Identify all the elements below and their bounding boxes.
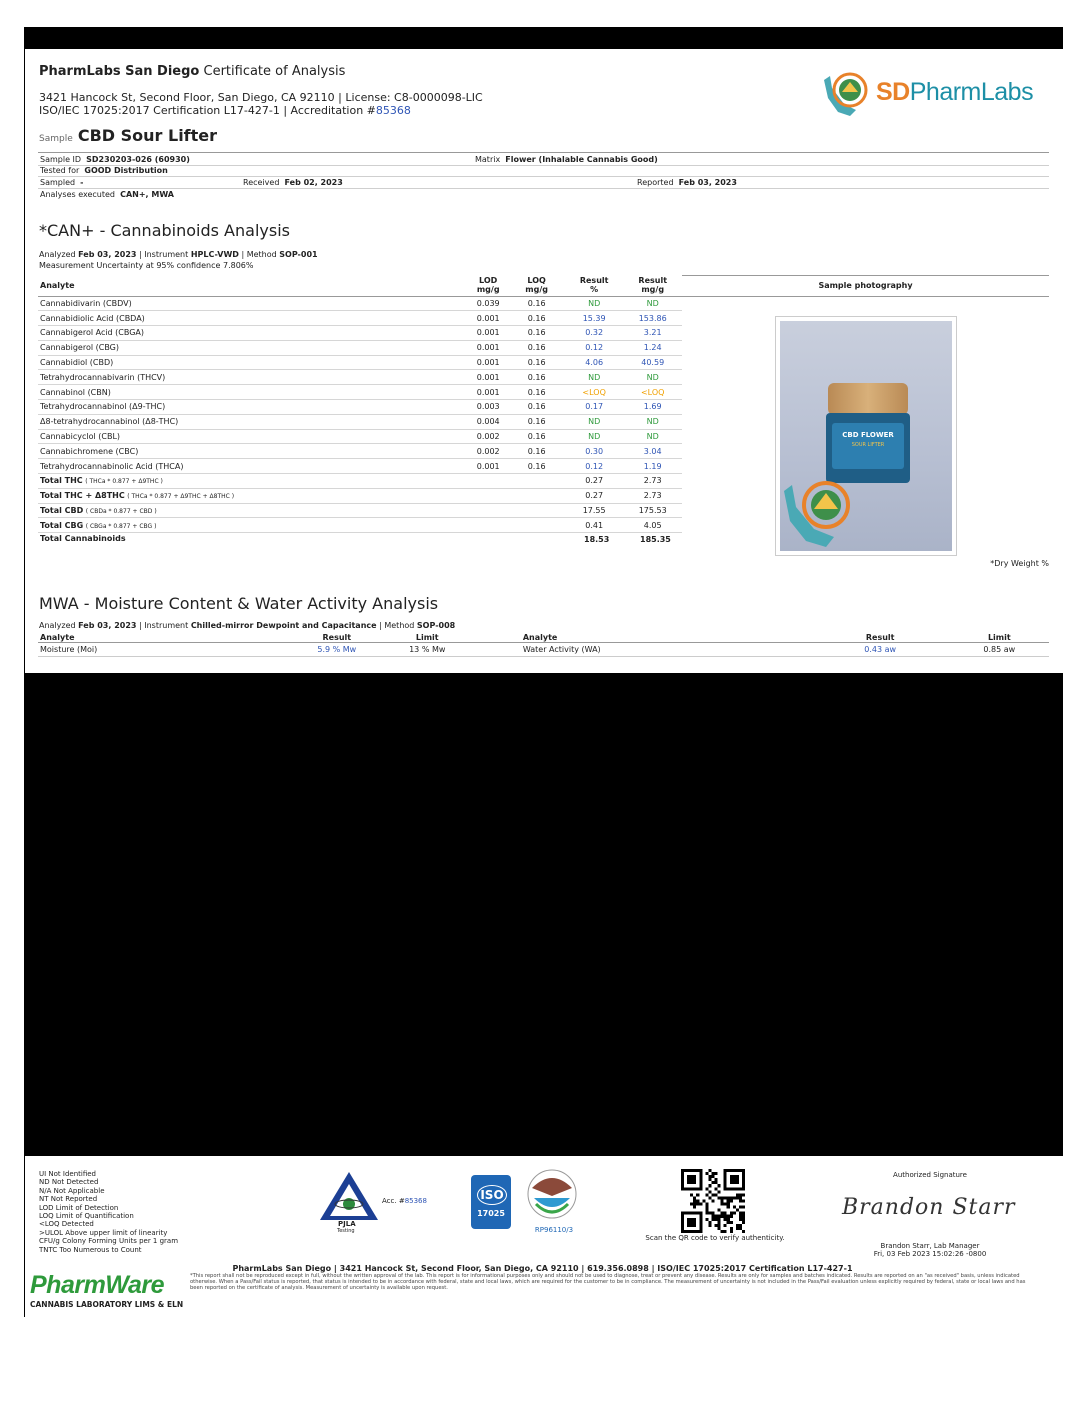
total-label: Total THC ( THCa * 0.877 + Δ9THC ): [38, 474, 468, 489]
result-pct: 15.39: [565, 311, 624, 326]
col-analyte: Analyte: [38, 275, 468, 296]
rp-logo: [526, 1168, 578, 1238]
globe-icon: [526, 1168, 578, 1224]
wa-label: Water Activity (WA): [487, 643, 811, 657]
analyte-name: Cannabidiol (CBD): [38, 355, 468, 370]
left-frame-line: [24, 27, 25, 1317]
col-result-pct: Result %: [565, 275, 624, 296]
total-cannabinoids-mg: 185.35: [640, 535, 671, 544]
table-row: [38, 296, 682, 311]
analyte-name: Cannabichromene (CBC): [38, 444, 468, 459]
total-mg: 2.73: [623, 488, 682, 503]
result-mg: 1.69: [623, 400, 682, 415]
total-label: Total THC + Δ8THC ( THCa * 0.877 + Δ9THC + Δ8THC ): [38, 488, 468, 503]
lod-value: 0.001: [468, 459, 508, 474]
result-mg: ND: [623, 370, 682, 385]
total-row: [38, 518, 682, 533]
mwa-title: MWA - Moisture Content & Water Activity Analysis: [39, 594, 439, 613]
result-pct: 4.06: [565, 355, 624, 370]
pharmware-logo: [30, 1271, 184, 1316]
analyte-name: Tetrahydrocannabivarin (THCV): [38, 370, 468, 385]
analyte-name: Cannabigerol Acid (CBGA): [38, 326, 468, 341]
sample-id: Sample ID SD230203-026 (60930): [40, 155, 190, 164]
california-seal-icon: [820, 68, 878, 118]
table-row: [38, 370, 682, 385]
table-row: [38, 414, 682, 429]
lod-value: 0.002: [468, 444, 508, 459]
pharmware-sub: CANNABIS LABORATORY LIMS & ELN: [30, 1300, 184, 1309]
pjla-logo: [318, 1170, 428, 1236]
result-mg: 153.86: [623, 311, 682, 326]
iso-line: ISO/IEC 17025:2017 Certification L17-427-1 | Accreditation #85368: [39, 104, 411, 117]
result-pct: 0.30: [565, 444, 624, 459]
legend-item: N/A Not Applicable: [39, 1186, 105, 1195]
legend-item: ND Not Detected: [39, 1178, 99, 1187]
loq-value: 0.16: [508, 311, 565, 326]
pharmware-wordmark: PharmWare: [30, 1271, 164, 1299]
sample-matrix: Matrix Flower (Inhalable Cannabis Good): [475, 155, 658, 164]
lod-value: 0.003: [468, 400, 508, 415]
iso-badge-num: 17025: [477, 1209, 505, 1218]
result-mg: 3.21: [623, 326, 682, 341]
mwa-row: [38, 643, 1049, 657]
result-mg: ND: [623, 414, 682, 429]
doc-type: Certificate of Analysis: [203, 64, 346, 79]
logo-sd: SD: [876, 78, 910, 106]
result-mg: 1.19: [623, 459, 682, 474]
cannabinoids-table: [38, 275, 682, 533]
mwa-col-result: Result: [306, 633, 368, 643]
signed-at: Fri, 03 Feb 2023 15:02:26 -0800: [873, 1250, 987, 1258]
iso-17025-badge: [471, 1175, 511, 1229]
total-cannabinoids-pct: 18.53: [584, 535, 610, 544]
result-mg: <LOQ: [623, 385, 682, 400]
lod-value: 0.001: [468, 340, 508, 355]
sample-heading: [39, 126, 217, 145]
cannabinoids-body: [38, 296, 682, 533]
analyte-name: Cannabinol (CBN): [38, 385, 468, 400]
sample-label: Sample: [39, 134, 73, 144]
result-pct: 0.32: [565, 326, 624, 341]
result-pct: 0.17: [565, 400, 624, 415]
header-title: [39, 64, 345, 79]
table-row: [38, 355, 682, 370]
dry-weight-note: *Dry Weight %: [990, 559, 1049, 568]
lod-value: 0.001: [468, 311, 508, 326]
moisture-limit: 13 % Mw: [368, 643, 487, 657]
legend-item: LOQ Limit of Quantification: [39, 1212, 134, 1221]
signature-title: Authorized Signature: [893, 1171, 967, 1179]
qr-caption: Scan the QR code to verify authenticity.: [645, 1234, 785, 1242]
result-mg: 3.04: [623, 444, 682, 459]
tested-for: Tested for GOOD Distribution: [40, 166, 168, 175]
lod-value: 0.001: [468, 326, 508, 341]
lab-name: PharmLabs San Diego: [39, 64, 200, 79]
legend-item: LOD Limit of Detection: [39, 1203, 119, 1212]
lod-value: 0.039: [468, 296, 508, 311]
col-loq: LOQ mg/g: [508, 275, 565, 296]
legend-item: NT Not Reported: [39, 1195, 98, 1204]
loq-value: 0.16: [508, 459, 565, 474]
analyses-executed: Analyses executed CAN+, MWA: [40, 190, 174, 199]
pjla-label: PJLA: [338, 1220, 356, 1228]
mwa-col-limit-2: Limit: [950, 633, 1049, 643]
total-row: [38, 503, 682, 518]
total-pct: 0.41: [565, 518, 624, 533]
table-row: [38, 311, 682, 326]
result-pct: 0.12: [565, 340, 624, 355]
loq-value: 0.16: [508, 340, 565, 355]
result-mg: ND: [623, 296, 682, 311]
table-row: [38, 326, 682, 341]
disclaimer: *This report shall not be reproduced except in full, without the written approval of the lab. This report is for informational purposes only and should not be used to diagnose, treat or prevent any disease. Results are only for samples and batches indicated. Results are reported on an "as received" basis, unless indicated otherwise. When a Pass/Fail status is reported, that status is intended to be in accordance with federal, state and local laws, which are required for the customer to be in compliance. The measurement of uncertainty is not included in the Pass/Fail evaluation unless explicitly required by federal, state or local laws and has been reported on the certificate of analysis. Measurement of uncertainty is available upon request.: [190, 1273, 1026, 1291]
total-mg: 2.73: [623, 474, 682, 489]
analyte-name: Tetrahydrocannabinol (Δ9-THC): [38, 400, 468, 415]
logo-pharmlabs: PharmLabs: [909, 78, 1034, 106]
lod-value: 0.001: [468, 370, 508, 385]
sampled: Sampled -: [40, 178, 84, 187]
result-mg: ND: [623, 429, 682, 444]
jar-lid: [828, 383, 908, 415]
loq-value: 0.16: [508, 385, 565, 400]
result-mg: 40.59: [623, 355, 682, 370]
table-row: [38, 459, 682, 474]
col-lod: LOD mg/g: [468, 275, 508, 296]
analyte-name: Cannabidiolic Acid (CBDA): [38, 311, 468, 326]
accreditation-link[interactable]: 85368: [375, 104, 411, 117]
loq-value: 0.16: [508, 444, 565, 459]
mwa-col-analyte-2: Analyte: [487, 633, 811, 643]
result-pct: ND: [565, 370, 624, 385]
reported: Reported Feb 03, 2023: [637, 178, 737, 187]
loq-value: 0.16: [508, 355, 565, 370]
address-line: 3421 Hancock St, Second Floor, San Diego, CA 92110 | License: C8-0000098-LIC: [39, 91, 483, 104]
moisture-result: 5.9 % Mw: [306, 643, 368, 657]
wa-result: 0.43 aw: [811, 643, 950, 657]
jar-sublabel: SOUR LIFTER: [851, 442, 885, 448]
result-mg: 1.24: [623, 340, 682, 355]
total-label: Total CBD ( CBDa * 0.877 + CBD ): [38, 503, 468, 518]
table-row: [38, 340, 682, 355]
pharmlabs-seal-icon: [780, 471, 860, 551]
loq-value: 0.16: [508, 414, 565, 429]
total-cannabinoids-label: Total Cannabinoids: [40, 534, 126, 543]
table-header-row: [38, 275, 682, 296]
sample-name: CBD Sour Lifter: [77, 126, 218, 145]
total-mg: 4.05: [623, 518, 682, 533]
photo-label: Sample photography: [818, 281, 913, 290]
iso-badge-top: ISO: [477, 1185, 507, 1205]
lod-value: 0.002: [468, 429, 508, 444]
col-result-mg: Result mg/g: [623, 275, 682, 296]
mwa-table: [38, 633, 1049, 657]
pjla-triangle-icon: [318, 1170, 380, 1224]
legend-item: <LOQ Detected: [39, 1220, 94, 1229]
legend-item: UI Not Identified: [39, 1170, 97, 1178]
abbreviation-legend: [39, 1170, 178, 1254]
result-pct: 0.12: [565, 459, 624, 474]
loq-value: 0.16: [508, 429, 565, 444]
loq-value: 0.16: [508, 400, 565, 415]
analyte-name: Cannabigerol (CBG): [38, 340, 468, 355]
footer-address-bar: PharmLabs San Diego | 3421 Hancock St, Second Floor, San Diego, CA 92110 | 619.356.0898 | ISO/IEC 17025:2017 Certification L17-427-1: [232, 1264, 853, 1273]
analyte-name: Tetrahydrocannabinolic Acid (THCA): [38, 459, 468, 474]
lod-value: 0.004: [468, 414, 508, 429]
result-pct: <LOQ: [565, 385, 624, 400]
signer-name: Brandon Starr, Lab Manager: [880, 1242, 980, 1250]
analyte-name: Cannabidivarin (CBDV): [38, 296, 468, 311]
uncertainty-line: Measurement Uncertainty at 95% confidence 7.806%: [39, 261, 254, 270]
sdpharmlabs-logo: [820, 68, 1050, 116]
result-pct: ND: [565, 429, 624, 444]
total-row: [38, 488, 682, 503]
table-row: [38, 444, 682, 459]
result-pct: ND: [565, 296, 624, 311]
analyte-name: Cannabicyclol (CBL): [38, 429, 468, 444]
table-row: [38, 429, 682, 444]
total-pct: 0.27: [565, 488, 624, 503]
qr-code[interactable]: [681, 1169, 745, 1233]
total-mg: 175.53: [623, 503, 682, 518]
mwa-col-analyte: Analyte: [38, 633, 306, 643]
legend-item: >ULOL Above upper limit of linearity: [39, 1228, 168, 1237]
qr-code-icon: [681, 1169, 745, 1233]
loq-value: 0.16: [508, 370, 565, 385]
loq-value: 0.16: [508, 326, 565, 341]
lod-value: 0.001: [468, 385, 508, 400]
cannabinoids-analyzed-line: Analyzed Feb 03, 2023 | Instrument HPLC-VWD | Method SOP-001: [39, 250, 318, 259]
legend-item: CFU/g Colony Forming Units per 1 gram: [39, 1237, 179, 1246]
legend-item: TNTC Too Numerous to Count: [39, 1245, 142, 1254]
wa-limit: 0.85 aw: [950, 643, 1049, 657]
cannabinoids-title: *CAN+ - Cannabinoids Analysis: [39, 221, 290, 240]
pjla-sub: Testing: [337, 1228, 355, 1234]
lod-value: 0.001: [468, 355, 508, 370]
loq-value: 0.16: [508, 296, 565, 311]
total-pct: 17.55: [565, 503, 624, 518]
mwa-header-row: [38, 633, 1049, 643]
total-pct: 0.27: [565, 474, 624, 489]
mwa-analyzed-line: Analyzed Feb 03, 2023 | Instrument Chilled-mirror Dewpoint and Capacitance | Method SOP-008: [39, 621, 456, 630]
middle-black-block: [25, 673, 1063, 1156]
mwa-col-result-2: Result: [811, 633, 950, 643]
table-row: [38, 400, 682, 415]
analyte-name: Δ8-tetrahydrocannabinol (Δ8-THC): [38, 414, 468, 429]
received: Received Feb 02, 2023: [243, 178, 343, 187]
signature-image: Brandon Starr: [842, 1195, 1016, 1220]
jar-label: CBD FLOWER: [842, 431, 894, 439]
table-row: [38, 385, 682, 400]
mwa-col-limit: Limit: [368, 633, 487, 643]
total-row: [38, 474, 682, 489]
total-label: Total CBG ( CBGa * 0.877 + CBG ): [38, 518, 468, 533]
pjla-acc: Acc. #85368: [382, 1197, 427, 1205]
rp-code: RP96110/3: [534, 1226, 574, 1234]
sample-photo: [775, 316, 957, 556]
moisture-label: Moisture (Moi): [38, 643, 306, 657]
result-pct: ND: [565, 414, 624, 429]
top-black-bar: [25, 27, 1063, 49]
